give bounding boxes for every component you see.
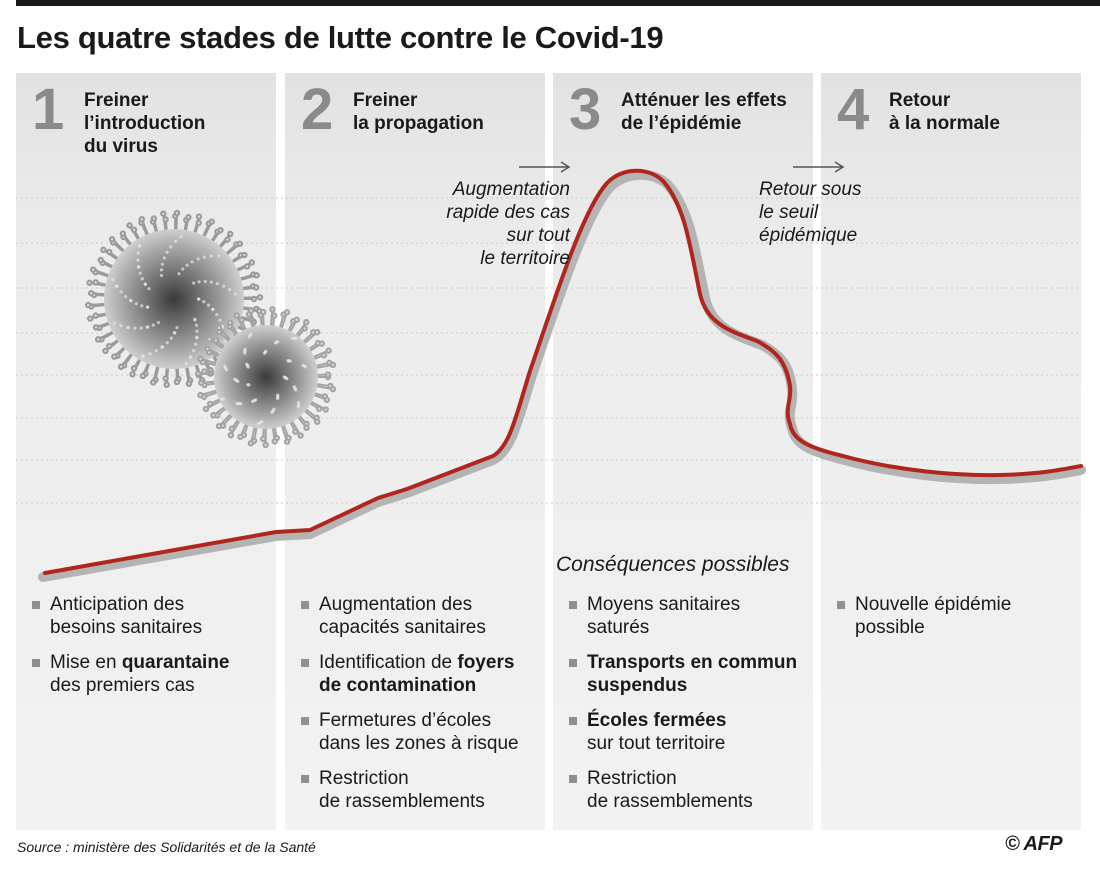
bullet-square-icon	[569, 717, 577, 725]
stage-number: 4	[837, 77, 870, 142]
bullet-item	[553, 593, 803, 639]
stage-2-bullets	[285, 593, 535, 825]
bullet-square-icon	[569, 775, 577, 783]
bullet-text-part: sur tout territoire	[587, 733, 726, 754]
bullet-item	[553, 651, 803, 697]
bullet-square-icon	[301, 717, 309, 725]
bullet-text	[319, 710, 519, 754]
consequences-heading: Conséquences possibles	[556, 553, 790, 576]
bullet-text-part: Augmentation des capacités sanitaires	[319, 594, 486, 638]
bullet-square-icon	[301, 775, 309, 783]
bullet-text-part: Identification de	[319, 652, 458, 673]
stage-3-bullets	[553, 593, 803, 825]
bullet-item	[16, 651, 266, 697]
bullet-text	[319, 594, 486, 638]
bullet-text	[587, 710, 726, 754]
stage-4-bullets	[821, 593, 1071, 651]
arrow-right-icon	[793, 162, 843, 172]
bullet-text	[319, 652, 514, 696]
bullet-item	[285, 709, 535, 755]
bullet-text	[855, 594, 1011, 638]
stage-title: Retour à la normale	[889, 90, 1000, 134]
bullet-text-part: Restriction de rassemblements	[319, 768, 485, 812]
bullet-text-part: Moyens sanitaires saturés	[587, 594, 741, 638]
bullet-text-part: Nouvelle épidémie possible	[855, 594, 1012, 638]
stage-title: Freiner l’introduction du virus	[84, 90, 206, 157]
stage-number: 1	[32, 77, 65, 142]
arrow-right-icon	[519, 162, 569, 172]
bullet-text-part: Transports en commun suspendus	[587, 652, 798, 696]
bullet-square-icon	[32, 601, 40, 609]
bullet-text	[50, 594, 202, 638]
annotation-retour: Retour sous le seuil épidémique	[759, 179, 862, 246]
bullet-text	[587, 652, 797, 696]
afp-logo: © AFP	[1005, 833, 1063, 855]
stage-title: Freiner la propagation	[353, 90, 484, 134]
bullet-text-part: foyers de contamination	[319, 652, 515, 696]
bullet-text	[319, 768, 485, 812]
stage-number: 2	[301, 77, 334, 142]
bullet-item	[285, 767, 535, 813]
bullet-square-icon	[301, 659, 309, 667]
bullet-text-part: Mise en	[50, 652, 122, 673]
bullet-text-part: des premiers cas	[50, 675, 195, 696]
bullet-text-part: Fermetures d’écoles dans les zones à risque	[319, 710, 519, 754]
bullet-square-icon	[569, 601, 577, 609]
bullet-square-icon	[837, 601, 845, 609]
bullet-square-icon	[32, 659, 40, 667]
source-note: Source : ministère des Solidarités et de la Santé	[17, 839, 316, 855]
bullet-item	[553, 709, 803, 755]
bullet-text	[587, 594, 740, 638]
bullet-square-icon	[569, 659, 577, 667]
stage-title: Atténuer les effets de l’épidémie	[621, 90, 787, 134]
bullet-text	[587, 768, 753, 812]
bullet-item	[821, 593, 1071, 639]
bullet-item	[285, 651, 535, 697]
stage-number: 3	[569, 77, 602, 142]
bullet-text-part: quarantaine	[121, 652, 230, 673]
bullet-text	[50, 652, 230, 696]
stage-1-bullets	[16, 593, 266, 709]
bullet-text-part: Restriction de rassemblements	[587, 768, 753, 812]
bullet-item	[16, 593, 266, 639]
virus-small-icon	[196, 307, 335, 447]
bullet-square-icon	[301, 601, 309, 609]
bullet-text-part: Anticipation des besoins sanitaires	[50, 594, 203, 638]
page-title: Les quatre stades de lutte contre le Covid-19	[17, 20, 664, 55]
bullet-item	[553, 767, 803, 813]
bullet-item	[285, 593, 535, 639]
annotation-augmentation: Augmentation rapide des cas sur tout le territoire	[446, 179, 570, 269]
bullet-text-part: Écoles fermées	[587, 710, 727, 731]
